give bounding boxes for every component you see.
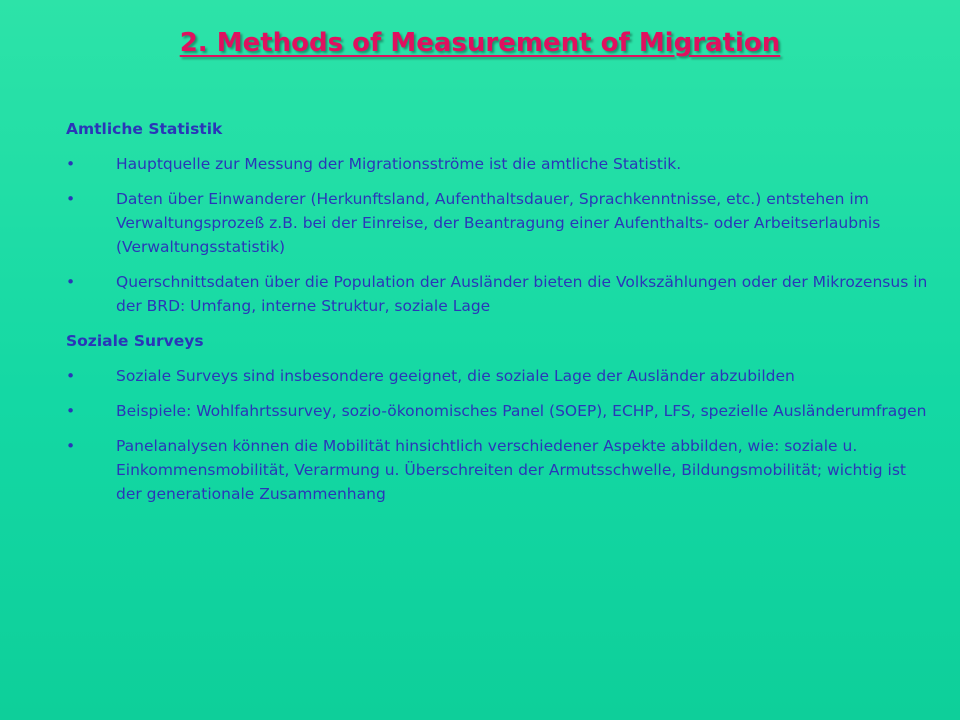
bullet-text: Hauptquelle zur Messung der Migrationsströme ist die amtliche Statistik. <box>116 155 682 173</box>
bullet-item <box>66 399 936 423</box>
bullet-icon: • <box>66 155 76 173</box>
bullet-list <box>66 364 936 506</box>
section-soziale-surveys <box>66 329 936 506</box>
bullet-text: Beispiele: Wohlfahrtssurvey, sozio-ökonomisches Panel (SOEP), ECHP, LFS, spezielle Ausländerumfragen <box>116 402 927 420</box>
bullet-item <box>66 364 936 388</box>
slide-content <box>66 117 936 517</box>
bullet-text: Daten über Einwanderer (Herkunftsland, Aufenthaltsdauer, Sprachkenntnisse, etc.) entstehen im Verwaltungsprozeß z.B. bei der Einreise, der Beantragung einer Aufenthalts- oder Arbeitserlaubnis (Verwaltungsstatistik) <box>116 190 881 256</box>
bullet-icon: • <box>66 190 76 208</box>
slide-title: 2. Methods of Measurement of Migration <box>179 28 781 58</box>
bullet-item <box>66 152 936 176</box>
bullet-item <box>66 270 936 318</box>
section-amtliche-statistik <box>66 117 936 318</box>
bullet-text: Panelanalysen können die Mobilität hinsichtlich verschiedener Aspekte abbilden, wie: soziale u. Einkommensmobilität, Verarmung u. Überschreiten der Armutsschwelle, Bildungsmobilität; wichtig ist der generationale Zusammenhang <box>116 437 906 503</box>
bullet-text: Querschnittsdaten über die Population der Ausländer bieten die Volkszählungen oder der Mikrozensus in der BRD: Umfang, interne Struktur, soziale Lage <box>116 273 928 315</box>
bullet-list <box>66 152 936 318</box>
bullet-text: Soziale Surveys sind insbesondere geeignet, die soziale Lage der Ausländer abzubilden <box>116 367 795 385</box>
bullet-icon: • <box>66 402 76 420</box>
bullet-item <box>66 434 936 506</box>
bullet-item <box>66 187 936 259</box>
bullet-icon: • <box>66 273 76 291</box>
section-heading: Soziale Surveys <box>66 332 204 350</box>
bullet-icon: • <box>66 437 76 455</box>
section-heading: Amtliche Statistik <box>66 120 223 138</box>
bullet-icon: • <box>66 367 76 385</box>
